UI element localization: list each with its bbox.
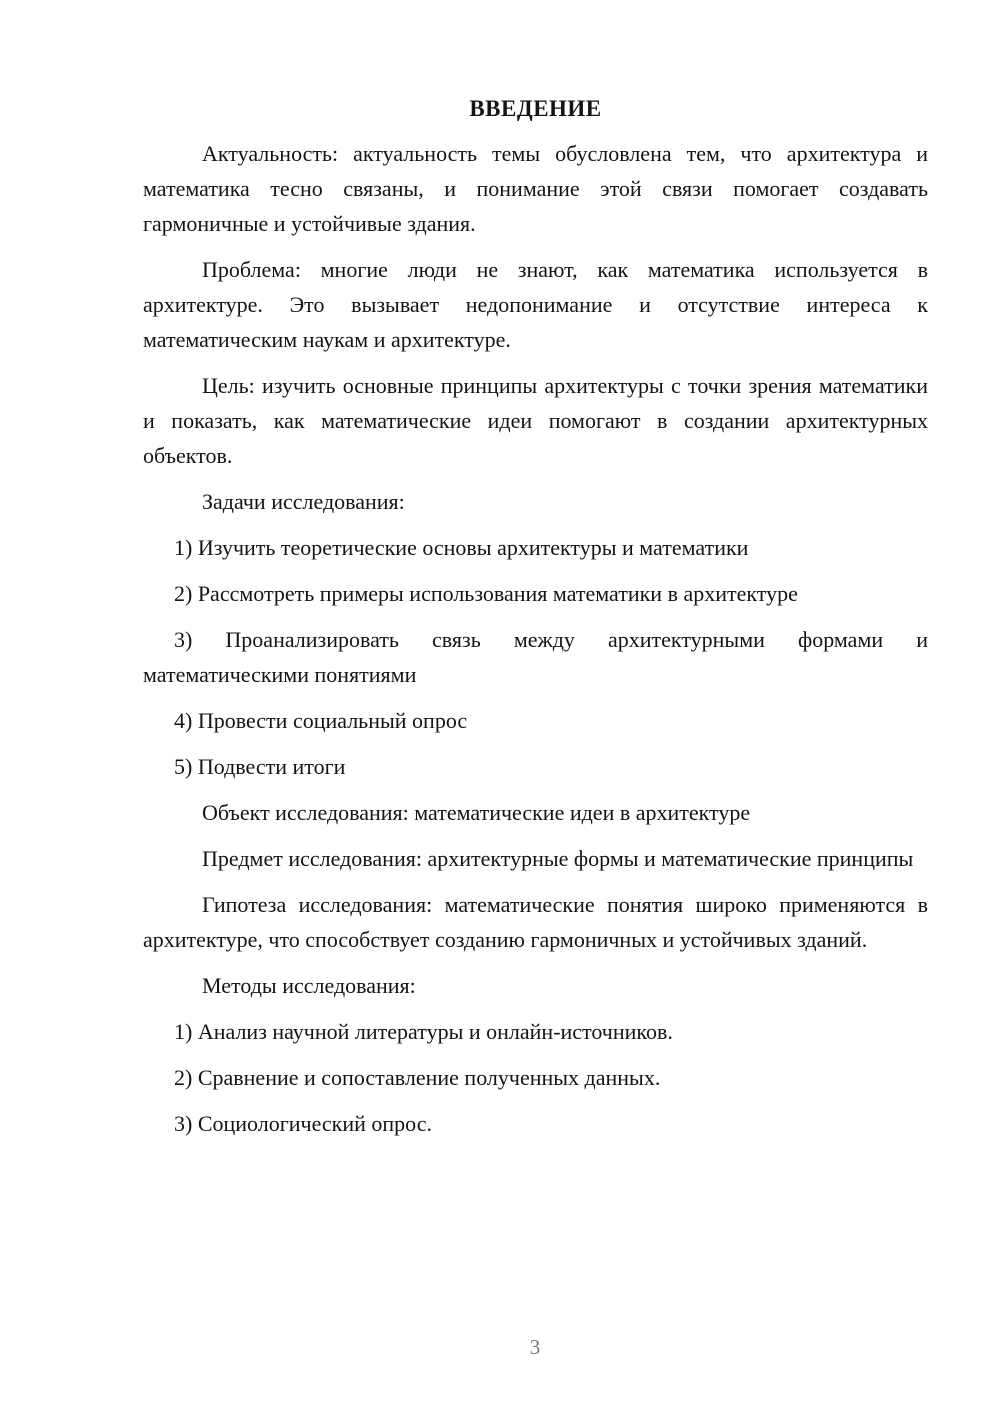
page-title: ВВЕДЕНИЕ — [469, 96, 602, 121]
paragraph-tasks-heading: Задачи исследования: — [202, 489, 405, 514]
method-item-1: 1) Анализ научной литературы и онлайн-источников. — [174, 1019, 673, 1044]
task-item-2: 2) Рассмотреть примеры использования математики в архитектуре — [174, 581, 798, 606]
task-item-5: 5) Подвести итоги — [174, 754, 346, 779]
method-item-2: 2) Сравнение и сопоставление полученных данных. — [174, 1065, 661, 1090]
method-item-3: 3) Социологический опрос. — [174, 1111, 432, 1136]
page-number: 3 — [529, 1335, 541, 1359]
paragraph-hypothesis: Гипотеза исследования: математические понятия широко применяются в архитектуре, что способствует созданию гармоничных и устойчивых зданий. — [143, 892, 928, 952]
task-item-4: 4) Провести социальный опрос — [174, 708, 468, 733]
paragraph-relevance: Актуальность: актуальность темы обусловлена тем, что архитектура и математика тесно связаны, и понимание этой связи помогает создавать гармоничные и устойчивые здания. — [143, 141, 928, 236]
paragraph-subject: Предмет исследования: архитектурные формы и математические принципы — [202, 846, 914, 871]
paragraph-methods-heading: Методы исследования: — [202, 973, 416, 998]
page-content — [143, 92, 928, 1152]
paragraph-goal: Цель: изучить основные принципы архитектуры с точки зрения математики и показать, как математические идеи помогают в создании архитектурных объектов. — [143, 373, 928, 468]
task-item-3: 3) Проанализировать связь между архитектурными формами и математическими понятиями — [143, 627, 928, 687]
task-item-1: 1) Изучить теоретические основы архитектуры и математики — [174, 535, 749, 560]
paragraph-problem: Проблема: многие люди не знают, как математика используется в архитектуре. Это вызывает недопонимание и отсутствие интереса к математическим наукам и архитектуре. — [143, 257, 928, 352]
paragraph-object: Объект исследования: математические идеи в архитектуре — [202, 800, 751, 825]
